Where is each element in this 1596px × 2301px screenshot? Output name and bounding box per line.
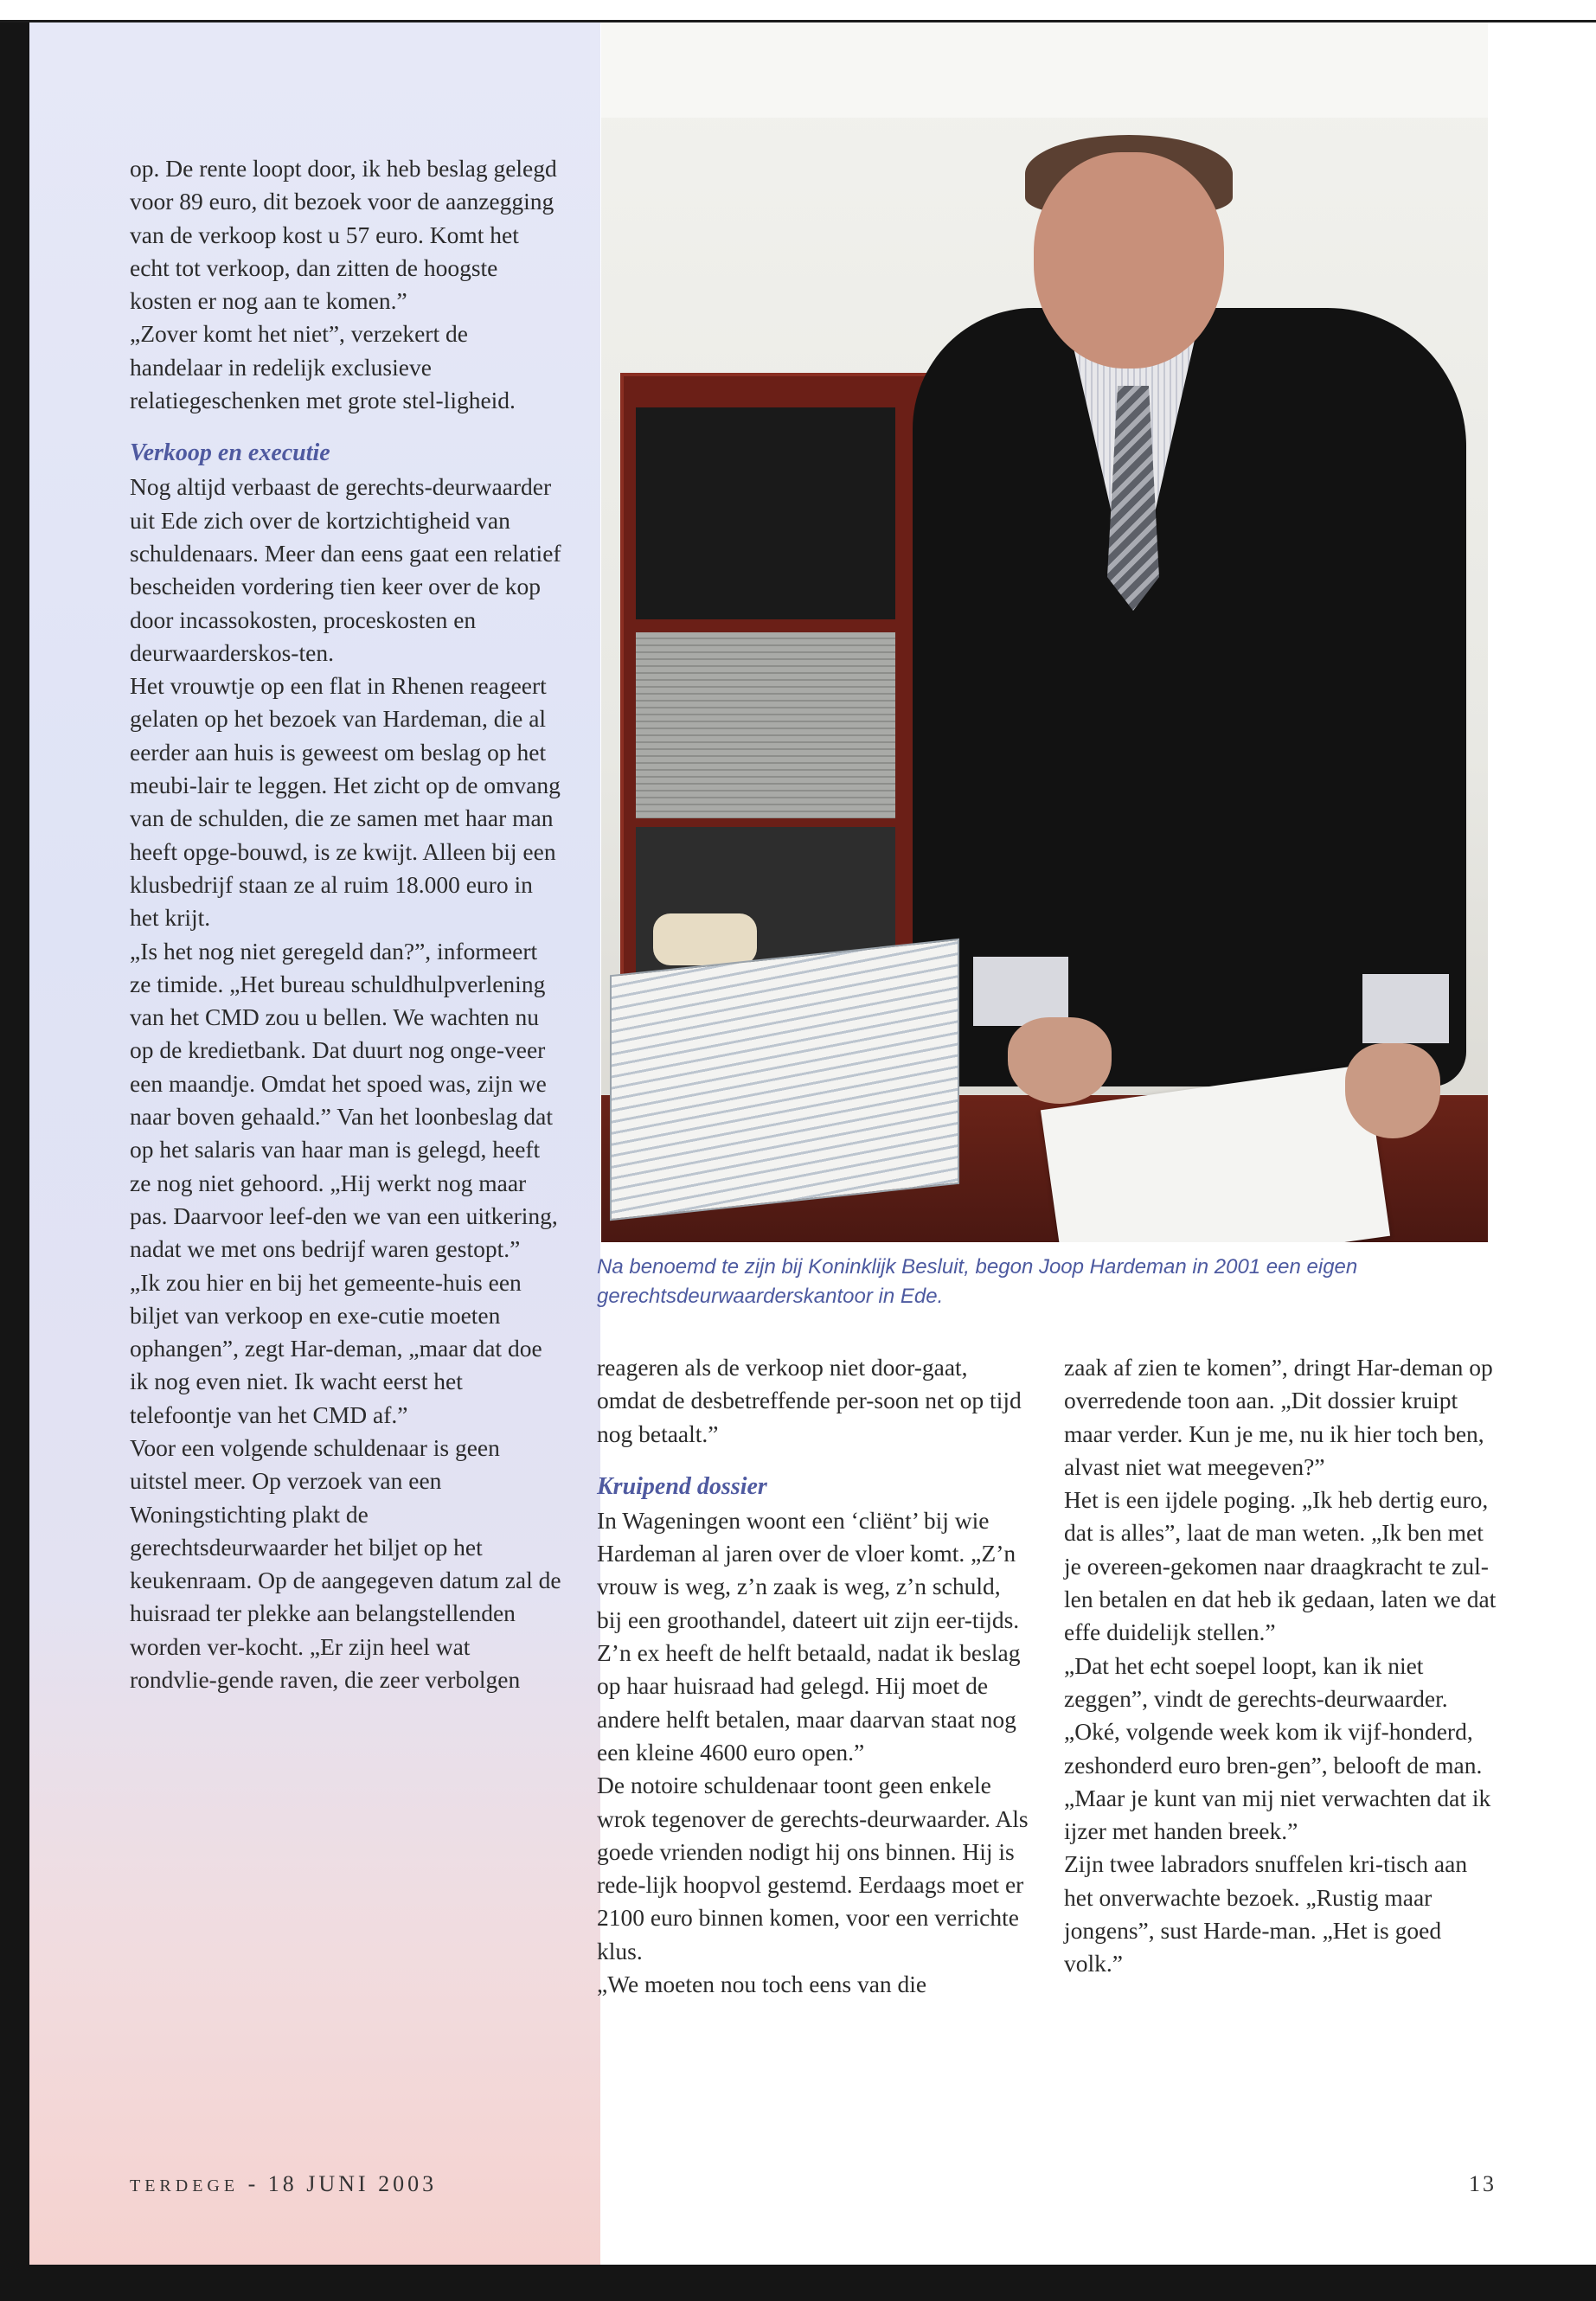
paragraph: op. De rente loopt door, ik heb beslag gelegd voor 89 euro, dit bezoek voor de aanzegging van de verkoop kost u 57 euro. Komt het echt tot verkoop, dan zitten de hoogste kosten er nog aan te komen.”: [130, 155, 557, 315]
paragraph: „Oké, volgende week kom ik vijf-honderd, zeshonderd euro bren-gen”, belooft de man. „Maar je kunt van mij niet verwachten dat ik ijzer met handen breek.”: [1064, 1718, 1491, 1845]
paper-stack: [610, 939, 959, 1221]
paragraph: „Zover komt het niet”, verzekert de handelaar in redelijk exclusieve relatiegeschenken met grote stel-ligheid.: [130, 320, 516, 414]
paragraph: „Is het nog niet geregeld dan?”, informeert ze timide. „Het bureau schuldhulpverlening van het CMD zou u bellen. We wachten nu op de kredietbank. Dat duurt nog onge-veer een maandje. Omdat het spoed was, zijn we naar boven gehaald.” Van het loonbeslag dat op het salaris van haar man is gelegd, heeft ze nog niet gehoord. „Hij werkt nog maar pas. Daarvoor leef-den we van een uitkering, nadat we met ons bedrijf waren gestopt.”: [130, 937, 558, 1263]
paragraph: reageren als de verkoop niet door-gaat, omdat de desbetreffende per-soon net op tijd nog betaalt.”: [597, 1354, 1022, 1447]
paragraph: Voor een volgende schuldenaar is geen uitstel meer. Op verzoek van een Woningstichting plakt de gerechtsdeurwaarder het biljet op het keukenraam. Op de aangegeven datum zal de huisraad ter plekke aan belangstellenden worden ver-kocht. „Er zijn heel wat rondvlie-gende raven, die zeer verbolgen: [130, 1433, 561, 1694]
section-heading: Verkoop en executie: [130, 439, 330, 467]
paragraph: In Wageningen woont een ‘cliënt’ bij wie Hardeman al jaren over de vloer komt. „Z’n vrouw is weg, z’n zaak is weg, z’n schuld, bij een groothandel, dateert uit zijn eer-tijds. Z’n ex heeft de helft betaald, nadat ik beslag op haar huisraad had gelegd. Hij moet de andere helft betalen, maar daarvan staat nog een kleine 4600 euro open.”: [597, 1506, 1021, 1766]
paragraph: „Ik zou hier en bij het gemeente-huis een biljet van verkoop en exe-cutie moeten ophangen”, zegt Har-deman, „maar dat doe ik nog even niet. Ik wacht eerst het telefoontje van het CMD af.”: [130, 1268, 542, 1428]
paragraph: De notoire schuldenaar toont geen enkele wrok tegenover de gerechts-deurwaarder. Als goede vrienden nodigt hij ons binnen. Hij is rede-lijk hoopvol gestemd. Eerdaags moet er 2100 euro binnen komen, voor een verrichte klus.: [597, 1772, 1029, 1965]
article-photo: [601, 22, 1488, 1242]
footer-issue: [130, 2171, 437, 2197]
scan-edge-bottom: [0, 2265, 1596, 2301]
paragraph: „Dat het echt soepel loopt, kan ik niet zeggen”, vindt de gerechts-deurwaarder.: [1064, 1651, 1448, 1712]
article-column-3: [1064, 1351, 1497, 1981]
paragraph: „We moeten nou toch eens van die: [597, 1971, 927, 1998]
paragraph: Zijn twee labradors snuffelen kri-tisch aan het onverwachte bezoek. „Rustig maar jongens”, sust Harde-man. „Het is goed volk.”: [1064, 1850, 1468, 1977]
paragraph: Nog altijd verbaast de gerechts-deurwaarder uit Ede zich over de kortzichtigheid van schuldenaars. Meer dan eens gaat een relatief bescheiden vordering tien keer over de kop door incassokosten, proceskosten en deurwaarderskos-ten.: [130, 473, 561, 666]
page-number: 13: [1469, 2171, 1497, 2196]
scan-edge-left: [0, 22, 29, 2301]
magazine-name: TERDEGE: [130, 2176, 240, 2195]
article-column-2: [597, 1351, 1029, 2001]
photo-caption: Na benoemd te zijn bij Koninklijk Besluit, begon Joop Hardeman in 2001 een eigen gerechtsdeurwaarderskantoor in Ede.: [597, 1255, 1358, 1308]
paragraph: Het vrouwtje op een flat in Rhenen reageert gelaten op het bezoek van Hardeman, die al eerder aan huis is geweest om beslag op het meubi-lair te leggen. Het zicht op de omvang van de schulden, die ze samen met haar man heeft opge-bouwd, is ze kwijt. Alleen bij een klusbedrijf staan ze al ruim 18.000 euro in het krijt.: [130, 672, 561, 932]
article-column-1: [130, 152, 562, 1696]
paragraph: Het is een ijdele poging. „Ik heb dertig euro, dat is alles”, laat de man weten. „Ik ben met je overeen-gekomen naar draagkracht te zul-len betalen en dat heb ik gedaan, laten we dat effe duidelijk stellen.”: [1064, 1486, 1497, 1646]
top-rule: [0, 0, 1596, 22]
paragraph: zaak af zien te komen”, dringt Har-deman op overredende toon aan. „Dit dossier kruipt maar verder. Kun je me, nu ik hier toch ben, alvast niet wat meegeven?”: [1064, 1354, 1493, 1480]
issue-date: 18 JUNI 2003: [267, 2171, 438, 2196]
footer-separator: -: [239, 2171, 268, 2196]
section-heading: Kruipend dossier: [597, 1472, 767, 1500]
